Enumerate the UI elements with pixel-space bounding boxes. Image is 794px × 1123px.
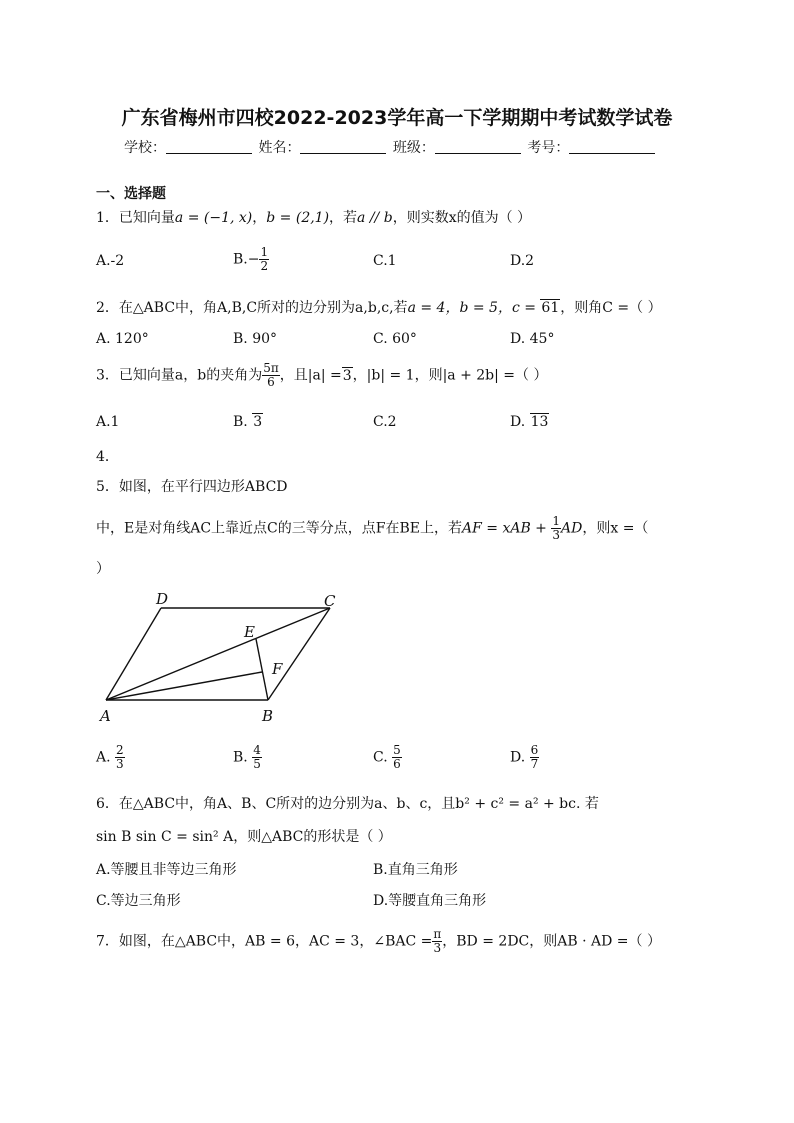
q5-c-den: 6: [393, 757, 401, 771]
q5-frac-num: 1: [552, 514, 561, 528]
q7-text: 7．如图，在△ABC中，AB = 6，AC = 3，∠BAC =: [96, 933, 433, 950]
q3-angle-den: 6: [267, 375, 275, 389]
edge-cb: [268, 608, 330, 700]
question-5-line-1: 5．如图，在平行四边形ABCD: [96, 479, 288, 495]
q6-option-a[interactable]: A.等腰且非等边三角形: [96, 862, 237, 878]
q5-b-prefix: B.: [233, 749, 253, 766]
segment-af: [106, 672, 262, 700]
q3-text: 3．已知向量a，b的夹角为: [96, 367, 263, 384]
q3-option-a[interactable]: A.1: [96, 414, 120, 430]
q1-mid: ，若: [329, 210, 358, 226]
q3-option-c[interactable]: C.2: [373, 414, 397, 430]
q3-b-prefix: B.: [233, 414, 253, 430]
q5-a-den: 3: [116, 757, 124, 771]
q2-root: 61: [541, 300, 560, 316]
name-label: 姓名：: [258, 140, 301, 156]
q5-a-prefix: A.: [96, 749, 116, 766]
label-e: E: [244, 623, 255, 641]
q5-a-num: 2: [116, 743, 124, 757]
q5-d-prefix: D.: [510, 749, 530, 766]
question-4: 4．: [96, 449, 119, 465]
q5-option-b[interactable]: [233, 744, 262, 771]
q1-option-a[interactable]: A.-2: [96, 253, 125, 269]
question-5-line-3: ）: [96, 561, 110, 577]
q5-c-fraction: [392, 744, 402, 771]
question-2: [96, 297, 662, 317]
q5-c-prefix: C.: [373, 749, 393, 766]
label-f: F: [272, 660, 283, 678]
q7-angle-den: 3: [433, 941, 442, 955]
q1-parallel: a // b: [357, 210, 393, 226]
class-blank[interactable]: [435, 139, 521, 154]
q3-text-2: ，且|a| =: [279, 367, 342, 384]
q6-option-b[interactable]: B.直角三角形: [373, 862, 458, 878]
q5-b-den: 5: [253, 757, 261, 771]
q7-angle-num: π: [433, 927, 442, 941]
q3-option-b[interactable]: [233, 414, 263, 430]
q1-option-d[interactable]: D.2: [510, 253, 535, 269]
q5-b-num: 4: [253, 743, 261, 757]
label-b: B: [262, 707, 274, 725]
segment-be: [256, 639, 268, 700]
q5-d-den: 7: [530, 757, 539, 771]
q5-equation: AF = xAB +: [461, 520, 552, 537]
q7-tail: ，BD = 2DC，则AB · AD =（ ）: [442, 933, 661, 950]
label-c: C: [324, 592, 336, 610]
question-6-line-2: sin B sin C = sin² A，则△ABC的形状是（ ）: [96, 829, 392, 845]
q1-tail: ，则实数x的值为（ ）: [392, 210, 532, 226]
q5-equation-2: AD: [561, 520, 583, 537]
q1-number: 1．: [96, 210, 119, 226]
q5-b-fraction: [252, 744, 262, 771]
q1-option-b[interactable]: [233, 246, 269, 273]
q1-text: 已知向量: [118, 210, 175, 226]
q2-text: 2．在△ABC中，角A,B,C所对的边分别为a,b,c,若: [96, 300, 408, 316]
q5-tail: ，则x =（: [582, 520, 649, 537]
q1-option-c[interactable]: C.1: [373, 253, 397, 269]
q3-b-root: 3: [253, 414, 263, 430]
student-info-row: [124, 137, 657, 157]
class-label: 班级：: [392, 140, 435, 156]
school-label: 学校：: [124, 140, 166, 156]
q1-b-prefix: B.−: [233, 251, 260, 268]
label-d: D: [156, 590, 169, 608]
q6-option-c[interactable]: C.等边三角形: [96, 893, 181, 909]
q5-text: 中，E是对角线AC上靠近点C的三等分点，点F在BE上，若: [96, 520, 462, 537]
edge-ad: [106, 608, 161, 700]
q1-vector-a: a = (−1, x): [174, 210, 253, 226]
q5-frac-den: 3: [552, 528, 561, 542]
q5-option-c[interactable]: [373, 744, 402, 771]
q3-d-root: 13: [530, 414, 549, 430]
q2-option-a[interactable]: A. 120°: [96, 331, 149, 347]
q1-b-fraction: [259, 246, 269, 273]
section-heading: 一、选择题: [96, 186, 166, 202]
q2-condition: a = 4，b = 5，c =: [407, 300, 541, 316]
q3-tail: ，|b| = 1，则|a + 2b| =（ ）: [352, 367, 548, 384]
name-blank[interactable]: [300, 139, 386, 154]
q1-b-num: 1: [260, 245, 269, 259]
question-3: [96, 362, 548, 389]
q6-option-d[interactable]: D.等腰直角三角形: [373, 893, 487, 909]
q5-c-num: 5: [393, 743, 401, 757]
question-1: 1．已知向量a = (−1, x)，b = (2,1)，若a // b，则实数x的值为（ ）: [96, 210, 532, 226]
parallelogram-figure: [96, 588, 356, 728]
q3-option-d[interactable]: [510, 414, 549, 430]
q2-tail: ，则角C =（ ）: [560, 300, 662, 316]
q2-option-c[interactable]: C. 60°: [373, 331, 417, 347]
q5-fraction: [551, 515, 561, 542]
q2-option-d[interactable]: D. 45°: [510, 331, 555, 347]
q3-angle-fraction: [262, 362, 280, 389]
school-blank[interactable]: [166, 139, 252, 154]
q1-vector-b: b = (2,1): [266, 210, 330, 226]
number-blank[interactable]: [569, 139, 655, 154]
question-7: [96, 928, 661, 955]
q5-option-d[interactable]: [510, 744, 539, 771]
label-a: A: [100, 707, 111, 725]
question-6-line-1: 6．在△ABC中，角A、B、C所对的边分别为a、b、c，且b² + c² = a² + bc. 若: [96, 796, 599, 812]
number-label: 考号：: [527, 140, 570, 156]
diagonal-ac: [106, 608, 330, 700]
q3-angle-num: 5π: [263, 361, 279, 375]
q5-option-a[interactable]: [96, 744, 125, 771]
q3-root: 3: [342, 367, 352, 384]
exam-title: 广东省梅州市四校2022-2023学年高一下学期期中考试数学试卷: [121, 107, 673, 129]
q3-d-prefix: D.: [510, 414, 530, 430]
q1-b-den: 2: [260, 259, 269, 273]
question-5-line-2: [96, 515, 648, 542]
q7-angle-fraction: [432, 928, 442, 955]
q2-option-b[interactable]: B. 90°: [233, 331, 278, 347]
q5-a-fraction: [115, 744, 125, 771]
q5-d-num: 6: [530, 743, 539, 757]
q5-d-fraction: [530, 744, 540, 771]
